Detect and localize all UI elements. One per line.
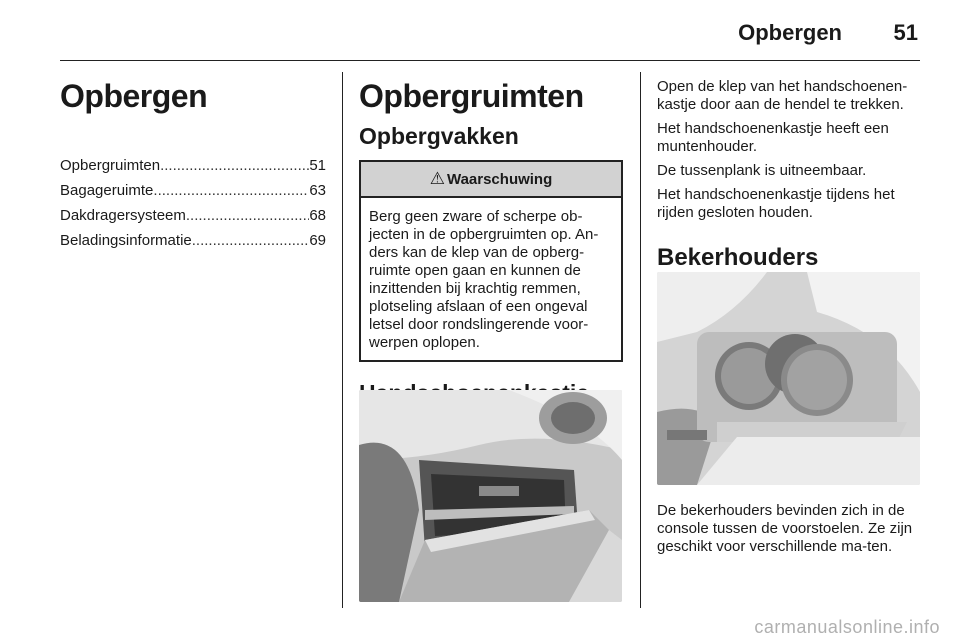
- running-header-title: Opbergen: [738, 20, 842, 45]
- warning-box: [359, 160, 623, 362]
- toc-entry-page: 69: [309, 232, 326, 249]
- toc-entry[interactable]: [60, 178, 326, 203]
- toc-leader-dots: [160, 153, 309, 178]
- chapter-title: Opbergen: [60, 78, 208, 114]
- section-title: Opbergruimten: [359, 78, 584, 114]
- toc-entry[interactable]: [60, 228, 326, 253]
- warning-triangle-icon: ⚠: [429, 169, 445, 188]
- header-rule: [60, 60, 920, 61]
- toc-entry[interactable]: [60, 203, 326, 228]
- toc-leader-dots: [192, 228, 310, 253]
- watermark: carmanualsonline.info: [754, 617, 940, 637]
- table-of-contents: [60, 153, 326, 253]
- storage-column: [359, 78, 623, 407]
- toc-entry-label: Bagageruimte: [60, 182, 154, 199]
- page-number: 51: [893, 20, 918, 45]
- cupholder-caption: De bekerhouders bevinden zich in de console tussen de voorstoelen. Ze zijn geschikt voor verschillende ma-ten.: [657, 502, 913, 555]
- toc-entry-label: Dakdragersysteem: [60, 207, 186, 224]
- toc-entry-label: Beladingsinformatie: [60, 232, 192, 249]
- paragraph-keep-closed: Het handschoenenkastje tijdens het rijden gesloten houden.: [657, 186, 895, 221]
- toc-entry-page: 63: [309, 182, 326, 199]
- toc-entry[interactable]: [60, 153, 326, 178]
- subsection-title: Opbergvakken: [359, 123, 519, 149]
- paragraph-open-glovebox: Open de klep van het handschoenen-kastje door aan de hendel te trekken.: [657, 78, 908, 113]
- warning-header: [361, 162, 621, 198]
- toc-leader-dots: [186, 203, 309, 228]
- paragraph-shelf: De tussenplank is uitneembaar.: [657, 162, 867, 179]
- cupholders-title: Bekerhouders: [657, 244, 819, 271]
- glovebox-photo: [359, 390, 622, 602]
- warning-text: Berg geen zware of scherpe ob-jecten in de opbergruimten op. An-ders kan de klep van de opberg-ruimte open gaan en kunnen de inzittenden bij krachtig remmen, plotseling afslaan of een ongeval letsel door rondslingerende voor-werpen oplopen.: [369, 208, 599, 351]
- warning-heading: Waarschuwing: [446, 171, 553, 188]
- paragraph-coin-holder: Het handschoenenkastje heeft een muntenhouder.: [657, 120, 889, 155]
- toc-entry-page: 51: [309, 157, 326, 174]
- glovebox-text-column: [657, 78, 921, 272]
- cupholder-photo: [657, 272, 920, 485]
- column-divider-left: [342, 72, 343, 608]
- toc-leader-dots: [153, 178, 309, 203]
- toc-column: [60, 78, 326, 253]
- toc-entry-label: Opbergruimten: [60, 157, 161, 174]
- column-divider-right: [640, 72, 641, 608]
- toc-entry-page: 68: [309, 207, 326, 224]
